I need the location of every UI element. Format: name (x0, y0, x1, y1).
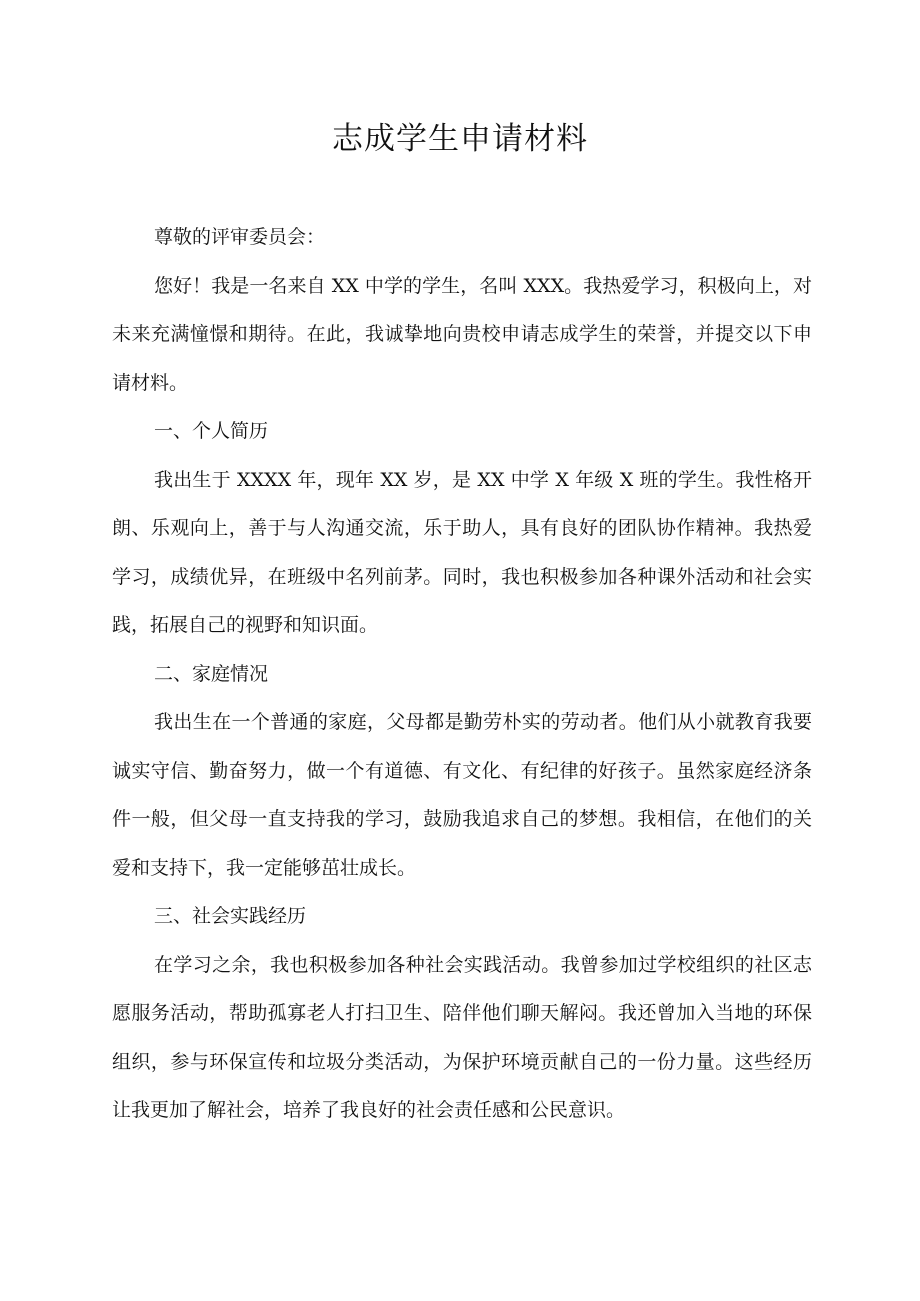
salutation: 尊敬的评审委员会： (154, 226, 326, 248)
section-heading-practice: 三、社会实践经历 (154, 905, 307, 927)
intro-paragraph: 您好！我是一名来自 XX 中学的学生，名叫 XXX。我热爱学习，积极向上，对未来充满憧憬和期待。在此，我诚挚地向贵校申请志成学生的荣誉，并提交以下申请材料。 (112, 274, 812, 394)
section-text-family: 我出生在一个普通的家庭，父母都是勤劳朴实的劳动者。他们从小就教育我要诚实守信、勤奋努力，做一个有道德、有文化、有纪律的好孩子。虽然家庭经济条件一般，但父母一直支持我的学习，鼓励我追求自己的梦想。我相信，在他们的关爱和支持下，我一定能够茁壮成长。 (112, 711, 812, 879)
document-title: 志成学生申请材料 (332, 121, 588, 157)
section-text-practice: 在学习之余，我也积极参加各种社会实践活动。我曾参加过学校组织的社区志愿服务活动，帮助孤寡老人打扫卫生、陪伴他们聊天解闷。我还曾加入当地的环保组织，参与环保宣传和垃圾分类活动，为保护环境贡献自己的一份力量。这些经历让我更加了解社会，培养了我良好的社会责任感和公民意识。 (112, 953, 812, 1121)
document-body (112, 213, 812, 1135)
section-heading-family: 二、家庭情况 (154, 662, 269, 685)
section-heading-resume: 一、个人简历 (154, 420, 269, 442)
section-text-resume: 我出生于 XXXX 年，现年 XX 岁，是 XX 中学 X 年级 X 班的学生。我性格开朗、乐观向上，善于与人沟通交流，乐于助人，具有良好的团队协作精神。我热爱学习，成绩优异，在班级中名列前茅。同时，我也积极参加各种课外活动和社会实践，拓展自己的视野和知识面。 (112, 468, 812, 636)
